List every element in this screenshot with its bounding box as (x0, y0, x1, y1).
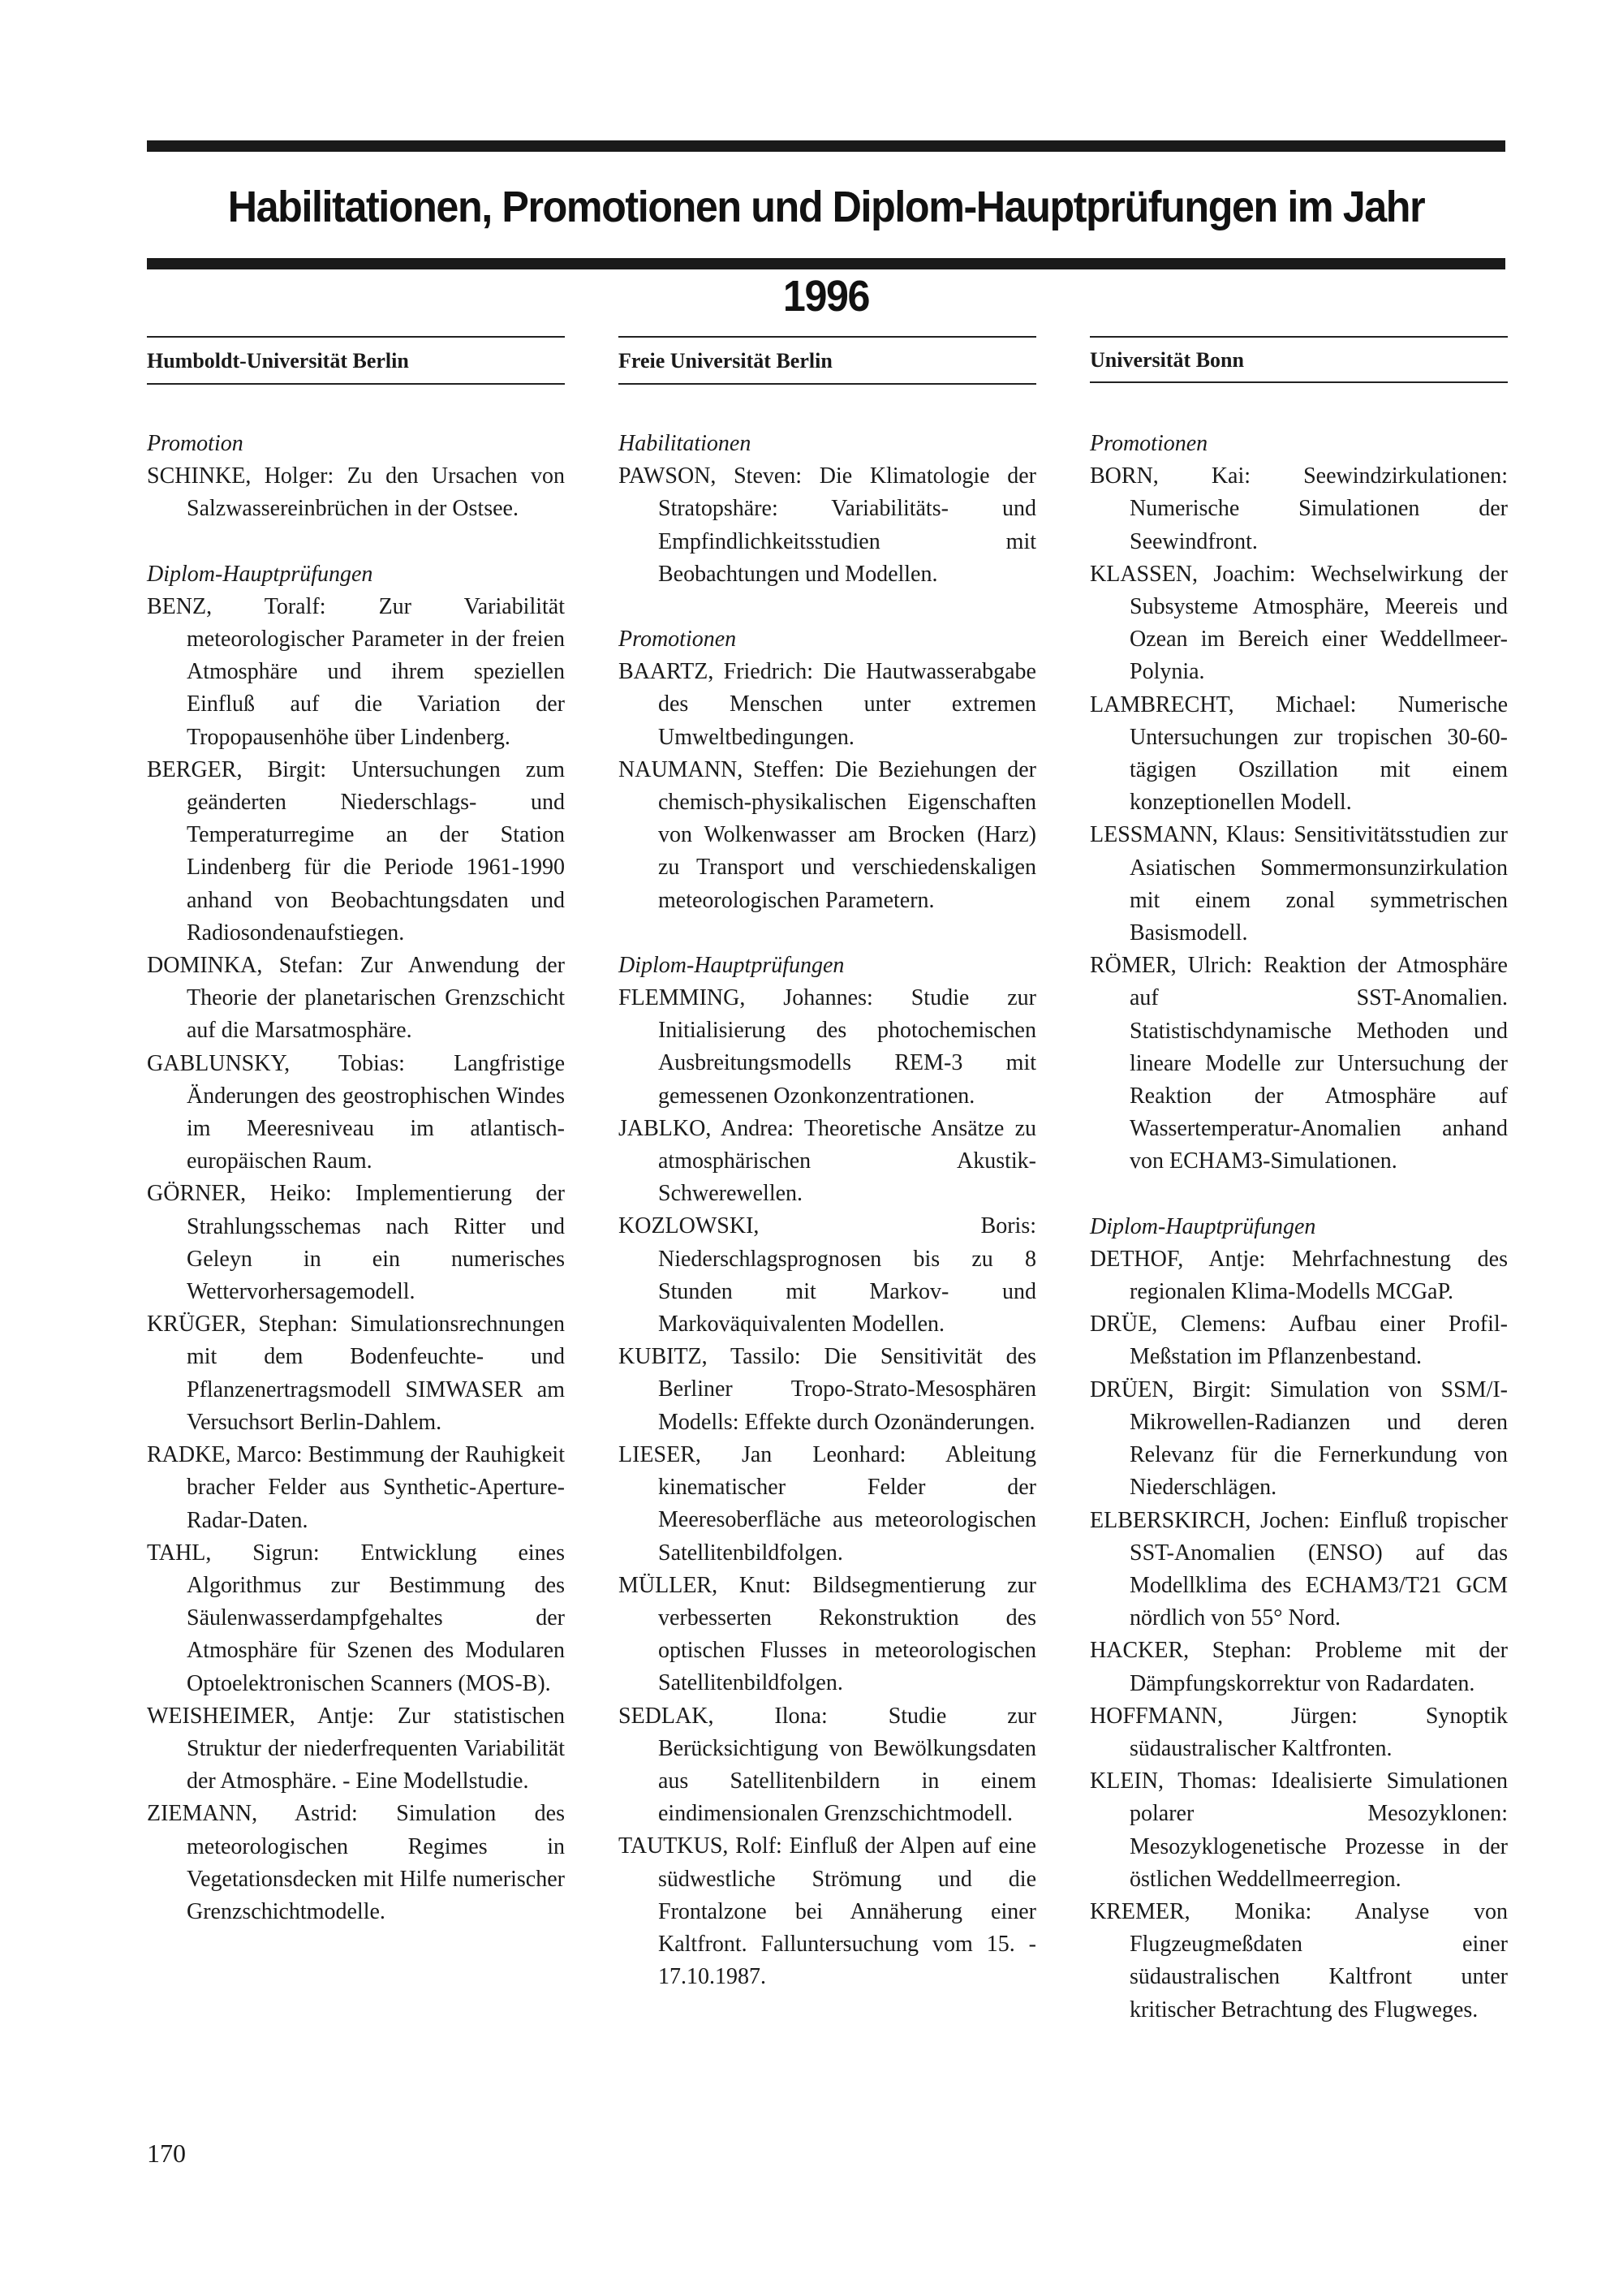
entry: HACKER, Stephan: Probleme mit der Dämpfungskorrektur von Radardaten. (1090, 1638, 1508, 1696)
entry: PAWSON, Steven: Die Klimatologie der Stratopshäre: Variabilitäts- und Empfindlichkeitsstudien mit Beobachtungen und Modellen. (618, 463, 1036, 587)
section-heading: Diplom-Hauptprüfungen (618, 952, 845, 978)
section-heading: Promotionen (618, 627, 737, 653)
entry: SEDLAK, Ilona: Studie zur Berücksichtigung von Bewölkungsdaten aus Satellitenbildern in einem eindimensionalen Grenzschichtmodell. (618, 1703, 1036, 1827)
column-body (618, 428, 1036, 1993)
entry: HOFFMANN, Jürgen: Synoptik südaustralischer Kaltfronten. (1090, 1703, 1508, 1761)
section-heading: Promotionen (1090, 431, 1208, 456)
entry: KRÜGER, Stephan: Simulationsrechnungen mit dem Bodenfeuchte- und Pflanzenertragsmodell SIMWASER am Versuchsort Berlin-Dahlem. (147, 1312, 565, 1435)
entry: TAHL, Sigrun: Entwicklung eines Algorithmus zur Bestimmung des Säulenwasserdampfgehaltes der Atmosphäre für Szenen des Modularen Optoelektronischen Scanners (MOS-B). (147, 1540, 565, 1696)
entry: WEISHEIMER, Antje: Zur statistischen Struktur der niederfrequenten Variabilität der Atmosphäre. - Eine Modellstudie. (147, 1703, 565, 1794)
entry: MÜLLER, Knut: Bildsegmentierung zur verbesserten Rekonstruktion des optischen Flusses in meteorologischen Satellitenbildfolgen. (618, 1572, 1036, 1696)
entry: ZIEMANN, Astrid: Simulation des meteorologischen Regimes in Vegetationsdecken mit Hilfe numerischer Grenzschichtmodelle. (147, 1801, 565, 1924)
entry: ELBERSKIRCH, Jochen: Einfluß tropischer SST-Anomalien (ENSO) auf das Modellklima des ECHAM3/T21 GCM nördlich von 55° Nord. (1090, 1507, 1508, 1631)
section-gap (147, 526, 565, 558)
entry: FLEMMING, Johannes: Studie zur Initialisierung des photochemischen Ausbreitungsmodells REM-3 mit gemessenen Ozonkonzentrationen. (618, 985, 1036, 1109)
entry: GABLUNSKY, Tobias: Langfristige Änderungen des geostrophischen Windes im Meeresniveau im atlantisch-europäischen Raum. (147, 1050, 565, 1174)
entry: RADKE, Marco: Bestimmung der Rauhigkeit bracher Felder aus Synthetic-Aperture-Radar-Daten. (147, 1442, 565, 1533)
section-heading: Diplom-Hauptprüfungen (1090, 1213, 1316, 1239)
entry: KREMER, Monika: Analyse von Flugzeugmeßdaten einer südaustralischen Kaltfront unter kritischer Betrachtung des Flugweges. (1090, 1898, 1508, 2022)
university-header: Freie Universität Berlin (618, 336, 1036, 385)
title-rule-bottom (147, 258, 1505, 269)
entry: LESSMANN, Klaus: Sensitivitätsstudien zur Asiatischen Sommermonsunzirkulation mit einem zonal symmetrischen Basismodell. (1090, 822, 1508, 946)
entry: BENZ, Toralf: Zur Variabilität meteorologischer Parameter in der freien Atmosphäre und ihrem speziellen Einfluß auf die Variation der Tropopausenhöhe über Lindenberg. (147, 593, 565, 750)
entry: KLASSEN, Joachim: Wechselwirkung der Subsysteme Atmosphäre, Meereis und Ozean im Bereich einer Weddellmeer-Polynia. (1090, 561, 1508, 685)
university-header: Universität Bonn (1090, 336, 1508, 383)
entry: JABLKO, Andrea: Theoretische Ansätze zu atmosphärischen Akustik-Schwerewellen. (618, 1115, 1036, 1207)
university-header: Humboldt-Universität Berlin (147, 336, 565, 385)
section-heading: Diplom-Hauptprüfungen (147, 561, 373, 587)
section-heading: Promotion (147, 431, 243, 456)
entry: TAUTKUS, Rolf: Einfluß der Alpen auf eine südwestliche Strömung und die Frontalzone bei Annäherung einer Kaltfront. Falluntersuchung vom 15. - 17.10.1987. (618, 1833, 1036, 1990)
entry: DRÜEN, Birgit: Simulation von SSM/I-Mikrowellen-Radianzen und deren Relevanz für die Fernerkundung von Niederschlägen. (1090, 1376, 1508, 1501)
entry: DOMINKA, Stefan: Zur Anwendung der Theorie der planetarischen Grenzschicht auf die Marsatmosphäre. (147, 953, 565, 1044)
entry: KOZLOWSKI, Boris: Niederschlagsprognosen bis zu 8 Stunden mit Markov- und Markoväquivalenten Modellen. (618, 1213, 1036, 1338)
entry: BORN, Kai: Seewindzirkulationen: Numerische Simulationen der Seewindfront. (1090, 463, 1508, 554)
title-rule-top (147, 140, 1505, 152)
column-body (1090, 428, 1508, 2027)
entry: KUBITZ, Tassilo: Die Sensitivität des Berliner Tropo-Strato-Mesosphären Modells: Effekte durch Ozonänderungen. (618, 1344, 1036, 1435)
section-heading: Habilitationen (618, 431, 751, 456)
entry: DRÜE, Clemens: Aufbau einer Profil-Meßstation im Pflanzenbestand. (1090, 1312, 1508, 1370)
section-gap (618, 591, 1036, 623)
entry: RÖMER, Ulrich: Reaktion der Atmosphäre auf SST-Anomalien. Statistischdynamische Methoden und lineare Modelle zur Untersuchung der Reaktion der Atmosphäre auf Wassertemperatur-Anomalien anhand von ECHAM3-Simulationen. (1090, 953, 1508, 1174)
entry: SCHINKE, Holger: Zu den Ursachen von Salzwassereinbrüchen in der Ostsee. (147, 463, 565, 522)
page-number: 170 (147, 2139, 186, 2168)
section-gap (1090, 1178, 1508, 1211)
entry: BAARTZ, Friedrich: Die Hautwasserabgabe des Menschen unter extremen Umweltbedingungen. (618, 659, 1036, 750)
entry: NAUMANN, Steffen: Die Beziehungen der chemisch-physikalischen Eigenschaften von Wolkenwasser am Brocken (Harz) zu Transport und verschiedenskaligen meteorologischen Parametern. (618, 756, 1036, 913)
entry: BERGER, Birgit: Untersuchungen zum geänderten Niederschlags- und Temperaturregime an der Station Lindenberg für die Periode 1961-1990 anhand von Beobachtungsdaten und Radiosondenaufstiegen. (147, 756, 565, 946)
entry: LAMBRECHT, Michael: Numerische Untersuchungen zur tropischen 30-60-tägigen Oszillation mit einem konzeptionellen Modell. (1090, 691, 1508, 816)
entry: LIESER, Jan Leonhard: Ableitung kinematischer Felder der Meeresoberfläche aus meteorologischen Satellitenbildfolgen. (618, 1441, 1036, 1566)
entry: DETHOF, Antje: Mehrfachnestung des regionalen Klima-Modells MCGaP. (1090, 1246, 1508, 1305)
entry: GÖRNER, Heiko: Implementierung der Strahlungsschemas nach Ritter und Geleyn in ein numerisches Wettervorhersagemodell. (147, 1181, 565, 1305)
entry: KLEIN, Thomas: Idealisierte Simulationen polarer Mesozyklonen: Mesozyklogenetische Prozesse in der östlichen Weddellmeerregion. (1090, 1768, 1508, 1892)
column-body (147, 428, 565, 1928)
page-title: Habilitationen, Promotionen und Diplom-Hauptprüfungen im Jahr 1996 (227, 183, 1425, 321)
section-gap (618, 917, 1036, 950)
